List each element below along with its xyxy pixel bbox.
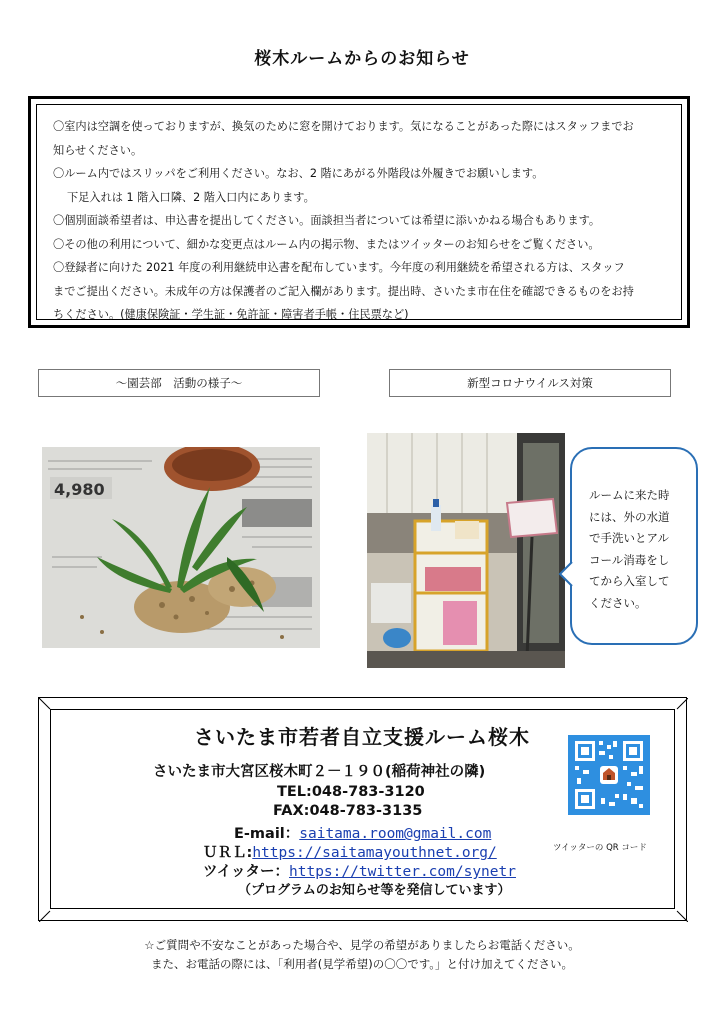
program-note: （プログラムのお知らせ等を発信しています） xyxy=(238,883,511,898)
page-title: 桜木ルームからのお知らせ xyxy=(254,49,470,69)
notice-inner xyxy=(36,104,682,320)
qr-code-icon xyxy=(568,735,650,815)
notice-line: 知らせください。 xyxy=(53,143,143,157)
organization-name: さいたま市若者自立支援ルーム桜木 xyxy=(194,725,530,749)
email-row xyxy=(234,822,491,843)
address: さいたま市大宮区桜木町２－１９０(稲荷神社の隣) xyxy=(153,764,486,780)
notice-line: 下足入れは 1 階入口隣、2 階入口内にあります。 xyxy=(67,190,315,204)
fax: FAX:048-783-3135 xyxy=(273,803,423,819)
twitter-link[interactable]: https://twitter.com/synetr xyxy=(289,864,516,880)
url-label: ＵＲＬ: xyxy=(203,845,253,861)
notice-line: 〇個別面談希望者は、申込書を提出してください。面談担当者については希望に添いかねる場合もあります。 xyxy=(53,214,601,227)
bubble-tail-icon xyxy=(558,560,574,588)
email-link[interactable]: saitama.room@gmail.com xyxy=(299,826,492,842)
speech-bubble xyxy=(570,447,698,645)
notice-line: 〇室内は空調を使っておりますが、換気のために窓を開けております。気になることがあった際にはスタッフまでお xyxy=(53,120,634,133)
tel: TEL:048-783-3120 xyxy=(277,784,425,800)
garden-photo xyxy=(42,447,320,648)
corona-photo xyxy=(367,433,565,668)
notice-line: 〇登録者に向けた 2021 年度の利用継続申込書を配布しています。今年度の利用継続を希望される方は、スタッフ xyxy=(53,261,625,274)
corona-caption: 新型コロナウイルス対策 xyxy=(389,369,671,397)
twitter-label: ツイッター： xyxy=(203,864,289,880)
svg-text:4,980: 4,980 xyxy=(54,480,105,499)
footer-line-1: ☆ご質問や不安なことがあった場合や、見学の希望がありましたらお電話ください。 xyxy=(144,938,580,952)
twitter-row xyxy=(203,860,516,881)
garden-caption: ～園芸部 活動の様子～ xyxy=(38,369,320,397)
notice-box xyxy=(28,96,690,328)
notice-line: ちください。(健康保険証・学生証・免許証・障害者手帳・住民票など) xyxy=(53,308,409,321)
notice-line: 〇その他の利用について、細かな変更点はルーム内の掲示物、またはツイッターのお知らせをご覧ください。 xyxy=(53,237,600,251)
qr-caption: ツイッターの QR コード xyxy=(553,843,647,853)
notice-line: 〇ルーム内ではスリッパをご利用ください。なお、2 階にあがる外階段は外履きでお願いします。 xyxy=(53,167,544,180)
qr-code[interactable] xyxy=(568,735,650,815)
notice-line: までご提出ください。未成年の方は保護者のご記入欄があります。提出時、さいたま市在住を確認できるものをお持 xyxy=(53,284,634,298)
footer-line-2: また、お電話の際には、「利用者(見学希望)の〇〇です。」と付け加えてください。 xyxy=(150,957,574,971)
url-row xyxy=(203,841,497,862)
email-label: E-mail： xyxy=(234,826,300,842)
bubble-text: ルームに来た時 には、外の水道 で手洗いとアル コール消毒をし てから入室して ください。 xyxy=(589,488,670,610)
url-link[interactable]: https://saitamayouthnet.org/ xyxy=(252,845,497,861)
